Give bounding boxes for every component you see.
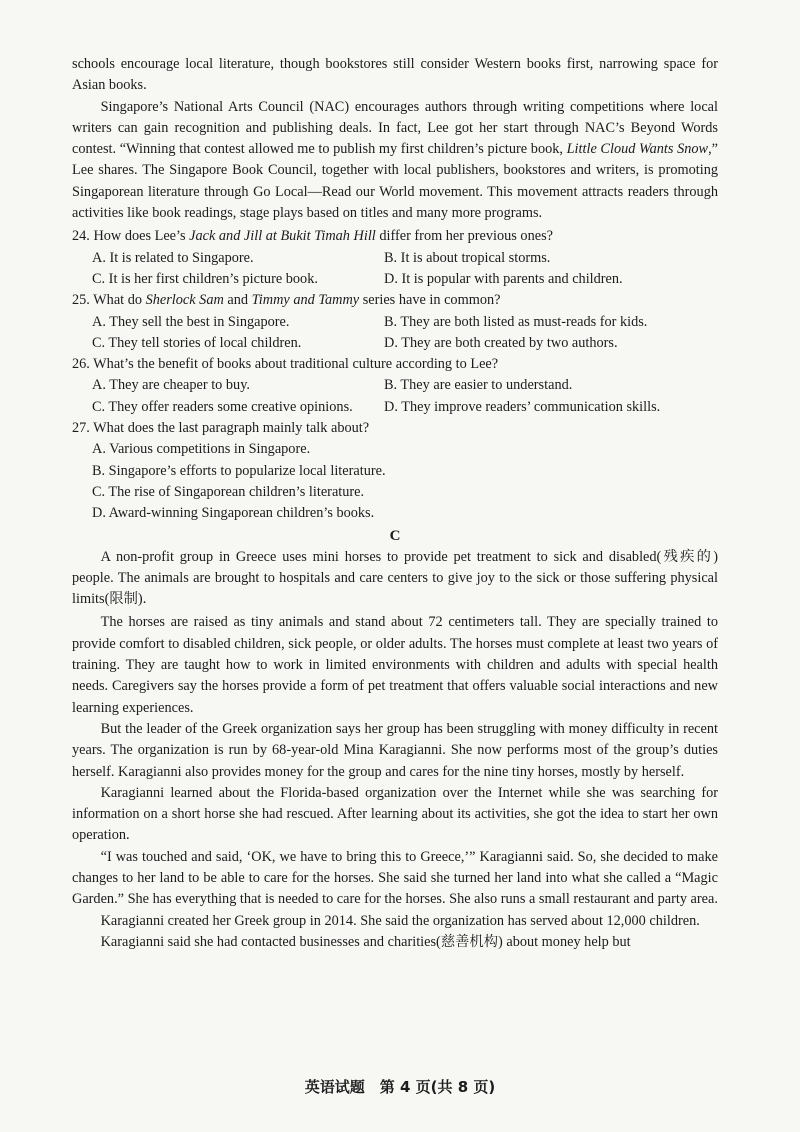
passage-b-paragraph: schools encourage local literature, though bookstores still consider Western books first, narrowing space for Asian books. (72, 56, 718, 94)
passage-c (72, 547, 718, 954)
option-d: D. They are both created by two authors. (384, 334, 618, 351)
book-title: Jack and Jill at Bukit Timah Hill (189, 228, 376, 245)
passage-c-paragraph: But the leader of the Greek organization says her group has been struggling with money difficulty in recent years. The organization is run by 68-year-old Mina Karagianni. She now performs most of the group’s duties herself. Karagianni also provides money for the group and cares for the nine tiny horses, mostly by herself. (72, 720, 718, 780)
option-b: B. They are both listed as must-reads for kids. (384, 313, 648, 330)
option-a: A. Various competitions in Singapore. (92, 441, 311, 458)
question-27 (72, 418, 718, 524)
option-a: A. They sell the best in Singapore. (92, 313, 290, 330)
question-stem: 27. What does the last paragraph mainly talk about? (72, 420, 370, 437)
option-c: C. They tell stories of local children. (92, 334, 302, 351)
question-24 (72, 226, 718, 290)
option-d: D. It is popular with parents and children. (384, 270, 623, 287)
passage-c-paragraph: Karagianni said she had contacted businesses and charities(慈善机构) about money help but (100, 933, 631, 950)
passage-c-paragraph: Karagianni learned about the Florida-based organization over the Internet while she was searching for information on a short horse she had rescued. After learning about its activities, she got the idea to start her own operation. (72, 784, 718, 844)
book-title: Sherlock Sam (145, 292, 224, 309)
option-d: D. They improve readers’ communication skills. (384, 398, 661, 415)
question-stem: 24. How does Lee’s Jack and Jill at Bukit Timah Hill differ from her previous ones? (72, 228, 553, 245)
option-a: A. They are cheaper to buy. (92, 377, 250, 394)
option-b: B. Singapore’s efforts to popularize local literature. (92, 462, 386, 479)
question-26 (72, 354, 718, 418)
passage-c-paragraph: “I was touched and said, ‘OK, we have to bring this to Greece,’” Karagianni said. So, she decided to make changes to her land to be able to care for the horses. She said she turned her land into what she called a “Magic Garden.” She has everything that is needed to care for the horses. She also runs a small restaurant and party area. (72, 848, 718, 908)
question-25 (72, 290, 718, 354)
option-c: C. They offer readers some creative opinions. (92, 398, 353, 415)
question-stem: 25. What do Sherlock Sam and Timmy and Tammy series have in common? (72, 292, 501, 309)
page-footer: 英语试题 第 4 页(共 8 页) (304, 1078, 496, 1096)
passage-c-paragraph: Karagianni created her Greek group in 2014. She said the organization has served about 12,000 children. (100, 912, 700, 929)
section-heading: C (389, 527, 401, 544)
option-d: D. Award-winning Singaporean children’s books. (92, 505, 375, 522)
paragraph-text: ,” Lee shares. The Singapore Book Council, together with local publishers, bookstores and writers, is promoting Singaporean literature through Go Local—Read our World movement. This movement attracts readers through activities like book readings, stage plays based on titles and many more programs. (72, 141, 718, 222)
option-c: C. It is her first children’s picture book. (92, 270, 318, 287)
option-b: B. They are easier to understand. (384, 377, 573, 394)
passage-c-paragraph: The horses are raised as tiny animals and stand about 72 centimeters tall. They are specially trained to provide comfort to disabled children, sick people, or older adults. The horses must complete at least two years of training. They are taught how to work in limited environments with children and adults with special health needs. Caregivers say the horses provide a form of pet treatment that offers valuable social interactions and new learning experiences. (72, 614, 718, 716)
book-title: Timmy and Tammy (251, 292, 360, 309)
option-a: A. It is related to Singapore. (92, 249, 254, 266)
book-title: Little Cloud Wants Snow (566, 141, 709, 158)
option-c: C. The rise of Singaporean children’s literature. (92, 483, 365, 500)
question-stem: 26. What’s the benefit of books about traditional culture according to Lee? (72, 356, 499, 373)
paragraph-text: Singapore’s National Arts Council (NAC) encourages authors through writing competitions where local writers can gain recognition and publishing deals. In fact, Lee got her start through NAC’s Beyond Words contest. “Winning that contest allowed me to publish my first children’s picture book, (72, 98, 718, 158)
passage-b-paragraph (72, 97, 718, 225)
option-b: B. It is about tropical storms. (384, 249, 551, 266)
passage-c-paragraph: A non-profit group in Greece uses mini horses to provide pet treatment to sick and disabled(残疾的) people. The animals are brought to hospitals and care centers to give joy to the sick or those suffering physical limits(限制). (72, 548, 718, 608)
